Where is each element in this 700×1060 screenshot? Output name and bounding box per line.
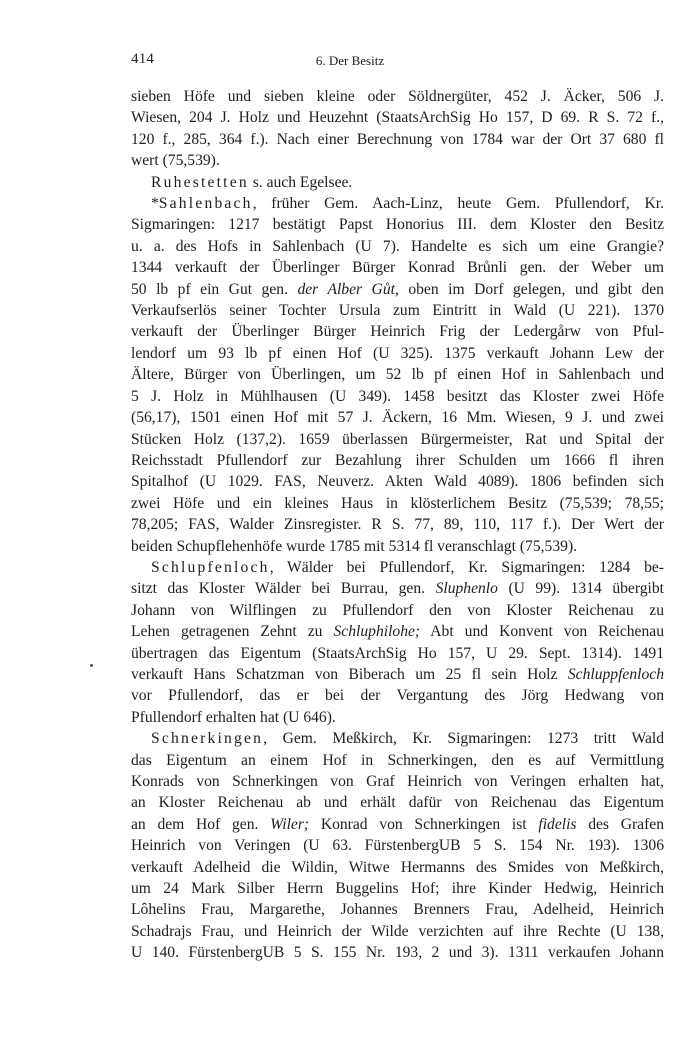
text-line: sitzt das Kloster Wälder bei Burrau, gen. Sluphenlo (U 99). 1314 übergibt	[131, 580, 665, 598]
text-line: Ältere, Bürger von Überlingen, um 52 lb pf einen Hof in Sahlenbach und	[131, 366, 664, 384]
text-line: zwei Höfe und ein kleines Haus in klösterlichem Besitz (75,539; 78,55;	[131, 494, 664, 512]
text-line: Heinrich von Veringen (U 63. FürstenbergUB 5 S. 154 Nr. 193). 1306	[131, 837, 664, 855]
text-line: wert (75,539).	[131, 152, 220, 170]
body-text	[131, 86, 664, 964]
text-line: beiden Schupflehenhöfe wurde 1785 mit 5314 fl veranschlagt (75,539).	[131, 537, 578, 555]
text-line: verkauft Hans Schatzman von Biberach um 25 fl sein Holz Schluppfenloch	[131, 665, 664, 683]
place-name: Schnerkingen	[151, 730, 264, 748]
text-line: vor Pfullendorf, das er bei der Vergantung des Jörg Hedwang von	[131, 687, 664, 705]
text-line: Sigmaringen: 1217 bestätigt Papst Honorius III. dem Kloster den Besitz	[131, 216, 664, 234]
text-line: lendorf um 93 lb pf einen Hof (U 325). 1375 verkauft Johann Lew der	[131, 344, 664, 362]
text-line: 50 lb pf ein Gut gen. der Alber Gůt, oben im Dorf gelegen, und gibt den	[131, 280, 664, 298]
entry-sahlenbach: *Sahlenbach, früher Gem. Aach-Linz, heute Gem. Pfullendorf, Kr.	[151, 195, 664, 213]
margin-mark	[90, 664, 93, 667]
text-line: 1344 verkauft der Überlinger Bürger Konrad Brůnli gen. der Weber um	[131, 259, 664, 277]
text-line: U 140. FürstenbergUB 5 S. 155 Nr. 193, 2 und 3). 1311 verkaufen Johann	[131, 944, 664, 962]
place-name: Ruhestetten	[151, 173, 249, 191]
text-line: das Eigentum an einem Hof in Schnerkingen, den es auf Vermittlung	[131, 751, 664, 769]
running-head: 6. Der Besitz	[315, 53, 385, 68]
text-line: Johann von Wilflingen zu Pfullendorf den von Kloster Reichenau zu	[131, 601, 664, 619]
text-line: Konrads von Schnerkingen von Graf Heinrich von Veringen erhalten hat,	[131, 773, 664, 790]
place-name: Sahlenbach	[158, 195, 253, 213]
text-line: Lehen getragenen Zehnt zu Schluphilohe; Abt und Konvent von Reichenau	[131, 623, 664, 641]
text-line: Verkaufserlös seiner Tochter Ursula zum Eintritt in Wald (U 221). 1370	[131, 302, 664, 320]
text-line: Wiesen, 204 J. Holz und Heuzehnt (StaatsArchSig Ho 157, D 69. R S. 72 f.,	[131, 109, 664, 127]
entry-ruhestetten: Ruhestetten s. auch Egelsee.	[151, 173, 353, 191]
text-line: sieben Höfe und sieben kleine oder Söldnergüter, 452 J. Äcker, 506 J.	[131, 88, 664, 105]
text-line: 5 J. Holz in Mühlhausen (U 349). 1458 besitzt das Kloster zwei Höfe	[131, 387, 664, 405]
text-line: an dem Hof gen. Wiler; Konrad von Schnerkingen ist fidelis des Grafen	[131, 815, 665, 833]
text-line: u. a. des Hofs in Sahlenbach (U 7). Handelte es sich um eine Grangie?	[131, 237, 664, 255]
text-line: übertragen das Eigentum (StaatsArchSig Ho 157, U 29. Sept. 1314). 1491	[131, 644, 664, 662]
text-line: verkauft der Überlinger Bürger Heinrich Frig der Ledergårw von Pful-	[131, 323, 664, 341]
page-number: 414	[131, 51, 155, 67]
place-name: Schlupfenloch	[151, 558, 270, 576]
text-line: an Kloster Reichenau ab und erhält dafür von Reichenau das Eigentum	[131, 794, 664, 812]
text-line: um 24 Mark Silber Herrn Buggelins Hof; ihre Kinder Hedwig, Heinrich	[131, 880, 664, 898]
entry-schlupfenloch: Schlupfenloch, Wälder bei Pfullendorf, Kr. Sigmaringen: 1284 be-	[151, 558, 664, 576]
text-line: 78,205; FAS, Walder Zinsregister. R S. 77, 89, 110, 117 f.). Der Wert der	[131, 516, 664, 534]
text-line: 120 f., 285, 364 f.). Nach einer Berechnung von 1784 war der Ort 37 680 fl	[131, 130, 664, 148]
text-line: Reichsstadt Pfullendorf zur Bezahlung ihrer Schulden um 1666 fl ihren	[131, 451, 664, 469]
text-line: verkauft Adelheid die Wildin, Witwe Hermanns des Smides von Meßkirch,	[131, 858, 664, 876]
text-line: Spitalhof (U 1029. FAS, Neuverz. Akten Wald 4089). 1806 befinden sich	[131, 473, 664, 491]
text-line: Pfullendorf erhalten hat (U 646).	[131, 708, 336, 726]
text-line: Schadrajs Frau, und Heinrich der Wilde verzichten auf ihre Rechte (U 138,	[131, 922, 664, 940]
text-line: Stücken Holz (137,2). 1659 überlassen Bürgermeister, Rat und Spital der	[131, 430, 664, 448]
text-line: (56,17), 1501 einen Hof mit 57 J. Äckern, 16 Mm. Wiesen, 9 J. und zwei	[131, 409, 664, 427]
text-line: Lôhelins Frau, Margarethe, Johannes Brenners Frau, Adelheid, Heinrich	[131, 901, 664, 919]
entry-schnerkingen: Schnerkingen, Gem. Meßkirch, Kr. Sigmaringen: 1273 tritt Wald	[151, 730, 664, 748]
